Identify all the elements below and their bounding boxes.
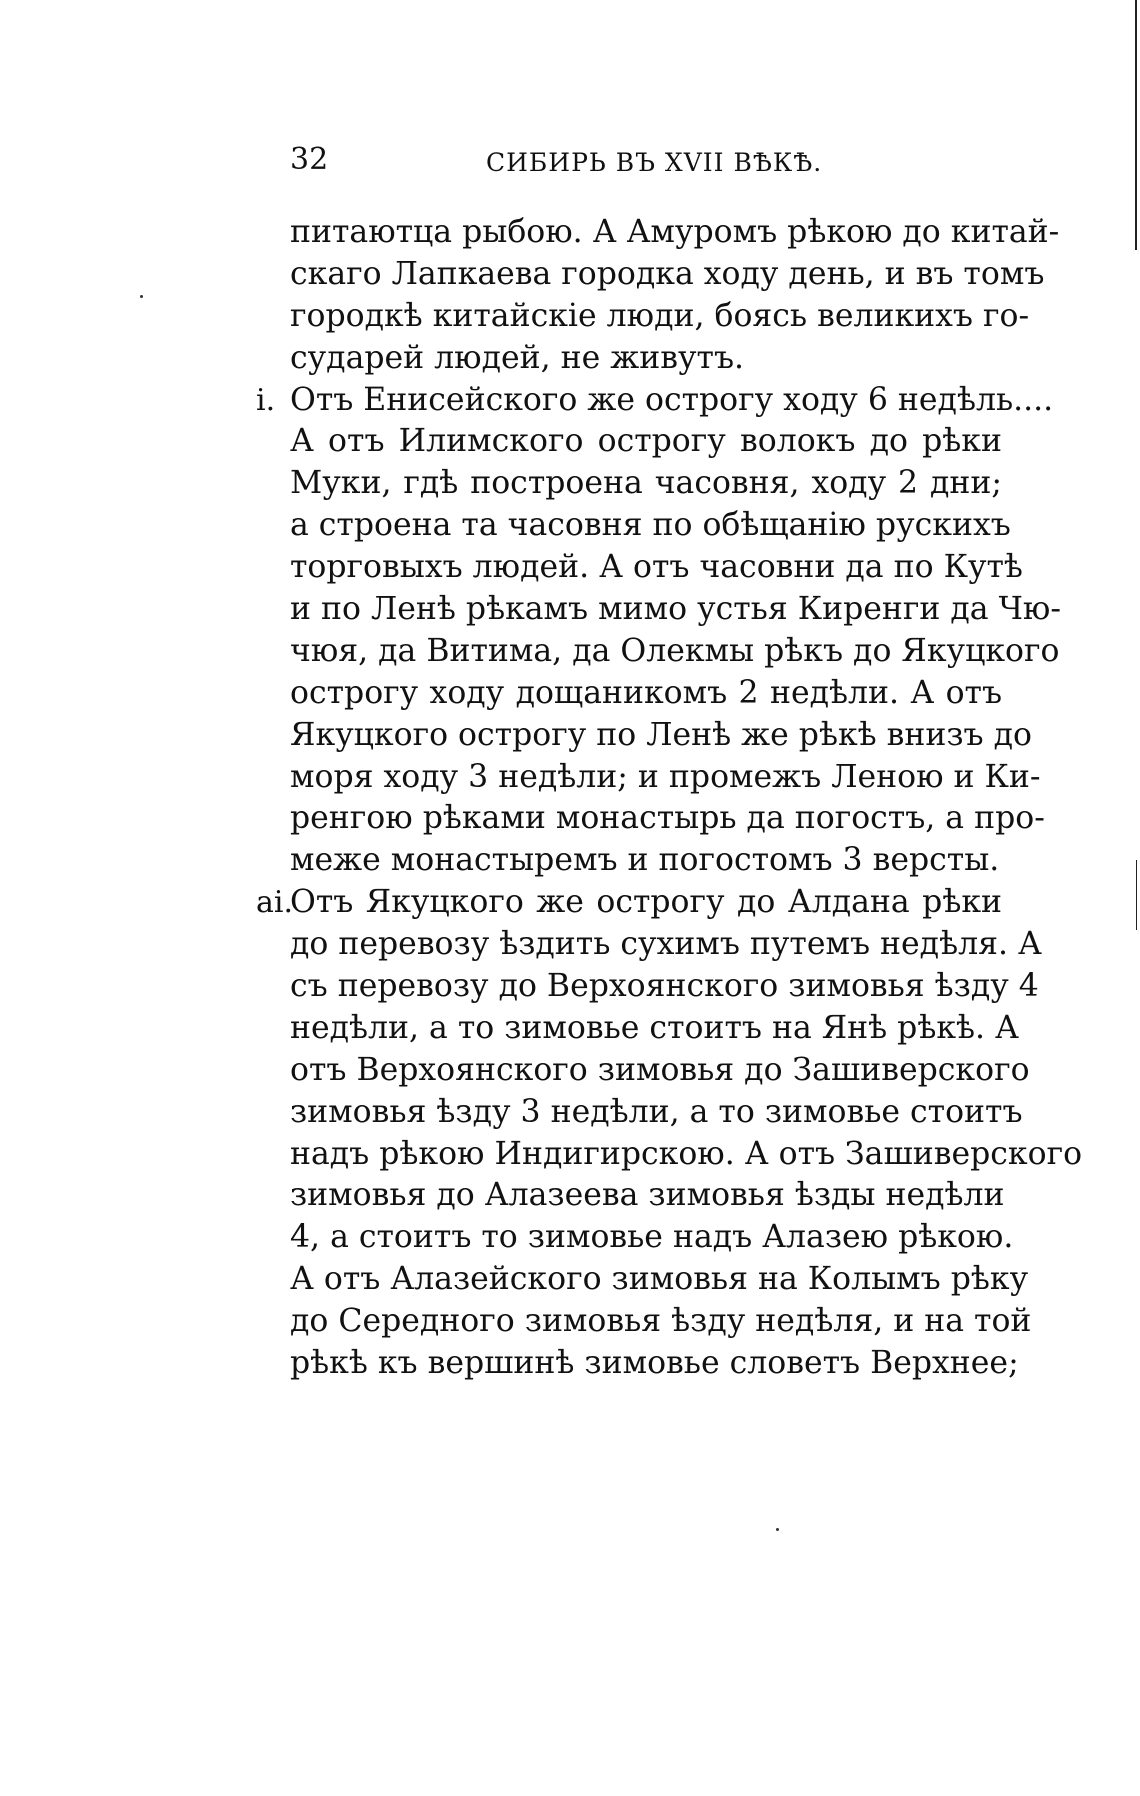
text-line: съ перевозу до Верхоянского зимовья ѣзду 4 (290, 968, 1039, 1005)
text-line: рѣкѣ къ вершинѣ зимовье словетъ Верхнее; (290, 1345, 1019, 1382)
text-line: питаютца рыбою. А Амуромъ рѣкою до китай- (290, 214, 1060, 250)
scan-speck (140, 295, 143, 298)
text-line: недѣли, а то зимовье стоитъ на Янѣ рѣкѣ. А (290, 1009, 1019, 1046)
text-line: зимовья ѣзду 3 недѣли, а то зимовье стоитъ (290, 1093, 1023, 1130)
text-line: 4, а стоитъ то зимовье надъ Алазею рѣкою. (290, 1219, 1014, 1256)
text-line: А отъ Илимского острогу волокъ до рѣки (290, 423, 1002, 460)
text-line: отъ Верхоянского зимовья до Зашиверского (290, 1051, 1030, 1088)
text-line: городкѣ китайскіе люди, боясь великихъ го- (290, 297, 1030, 334)
text-line (256, 380, 1054, 422)
text-line: ренгою рѣками монастырь да погостъ, а про- (290, 800, 1045, 837)
text-line: зимовья до Алазеева зимовья ѣзды недѣли (290, 1177, 1005, 1214)
text-line-content: Отъ Якуцкого же острогу до Алдана рѣки (290, 884, 1002, 921)
text-line: меже монастыремъ и погостомъ 3 версты. (290, 842, 1000, 879)
scan-speck (776, 1528, 779, 1531)
text-line: надъ рѣкою Индигирскою. А отъ Зашиверского (290, 1135, 1083, 1172)
text-line: острогу ходу дощаникомъ 2 недѣли. А отъ (290, 674, 1002, 711)
body-text (256, 212, 1083, 1385)
scan-edge-line (1135, 0, 1137, 250)
text-line: до Середного зимовья ѣзду недѣля, и на той (290, 1303, 1032, 1340)
text-line: скаго Лапкаева городка ходу день, и въ томъ (290, 255, 1045, 292)
scan-edge-line (1136, 860, 1137, 930)
text-line: и по Ленѣ рѣкамъ мимо устья Киренги да Чю- (290, 591, 1061, 628)
text-line: чюя, да Витима, да Олекмы рѣкъ до Якуцкого (290, 632, 1060, 669)
paragraph-number: і. (256, 382, 276, 418)
text-line: сударей людей, не живутъ. (290, 339, 745, 376)
text-line (256, 882, 1002, 924)
text-line: до перевозу ѣздить сухимъ путемъ недѣля. А (290, 926, 1042, 963)
text-line: моря ходу 3 недѣли; и промежъ Леною и Ки- (290, 758, 1041, 795)
text-line: А отъ Алазейского зимовья на Колымъ рѣку (290, 1261, 1029, 1298)
text-line: Муки, гдѣ построена часовня, ходу 2 дни; (290, 465, 1002, 502)
text-line: Якуцкого острогу по Ленѣ же рѣкѣ внизъ до (290, 716, 1032, 753)
page-header (290, 140, 1000, 184)
text-line-content: Отъ Енисейского же острогу ходу 6 недѣль.... (290, 381, 1054, 418)
running-title: СИБИРЬ ВЪ XVII ВѢКѢ. (486, 148, 823, 177)
page-number: 32 (290, 142, 329, 177)
text-line: а строена та часовня по обѣщанію рускихъ (290, 507, 1011, 544)
paragraph-number: аі. (256, 885, 294, 921)
text-line: торговыхъ людей. А отъ часовни да по Кутѣ (290, 549, 1023, 586)
